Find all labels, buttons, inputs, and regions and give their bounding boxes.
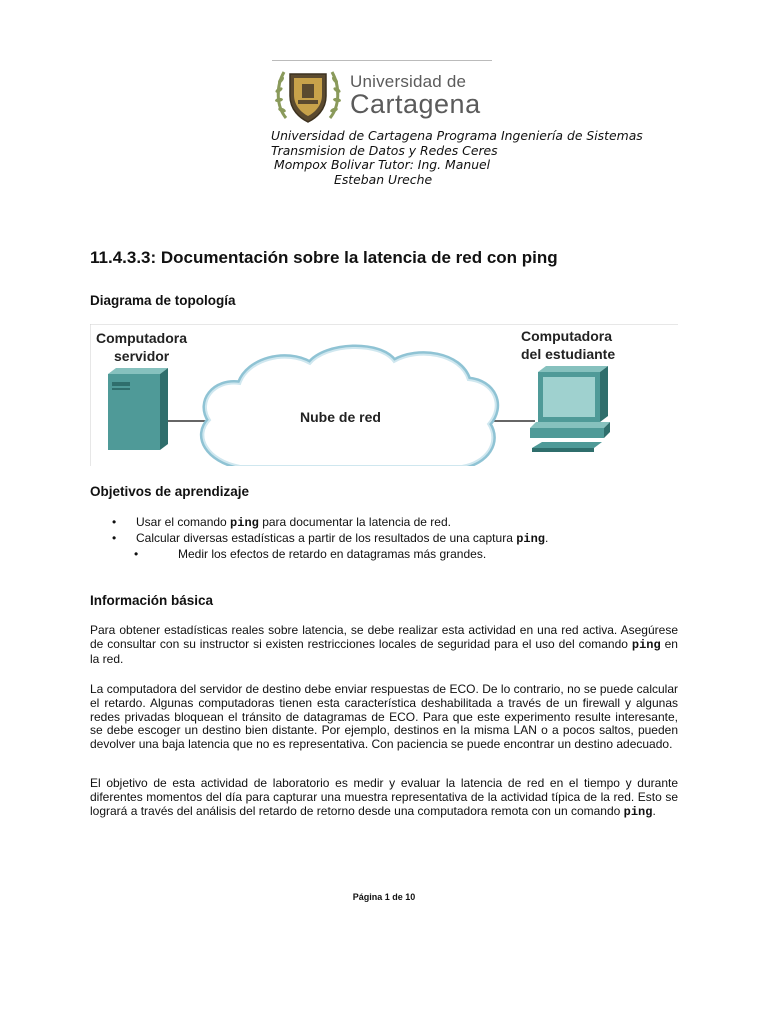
server-label-line1: Computadora xyxy=(96,330,187,346)
university-crest-icon xyxy=(272,62,344,128)
ping-command: ping xyxy=(623,804,653,819)
objective-text: . xyxy=(545,531,549,545)
info-heading: Información básica xyxy=(90,593,214,608)
page-footer: Página 1 de 10 xyxy=(352,892,416,902)
objective-text: Usar el comando xyxy=(136,515,231,529)
objectives-heading: Objetivos de aprendizaje xyxy=(90,484,250,499)
student-label-line2: del estudiante xyxy=(521,346,616,362)
ping-command: ping xyxy=(516,532,546,546)
header-line-tutor: Mompox Bolivar Tutor: Ing. Manuel xyxy=(274,157,491,173)
topology-diagram-svg xyxy=(90,324,678,466)
bullet-icon: • xyxy=(134,547,139,561)
cloud-label: Nube de red xyxy=(300,409,381,425)
ping-command: ping xyxy=(230,516,259,530)
server-icon xyxy=(108,368,168,450)
university-logo xyxy=(272,60,492,129)
paragraph-text: en la red. xyxy=(90,636,678,666)
objective-item xyxy=(112,515,548,531)
topology-diagram xyxy=(90,324,678,471)
objectives-list xyxy=(112,515,548,562)
network-cloud-icon xyxy=(203,348,495,466)
info-paragraph-2: La computadora del servidor de destino debe enviar respuestas de ECO. De lo contrario, no se puede calcular el retardo. Algunas computadoras tienen esta característica deshabilitada a través de un firewall y algunas redes privadas bloquean el tránsito de datagramas de ECO. Para que este experimento resulte interesante, se debe escoger un destino bien distante. Por ejemplo, destinos en la misma LAN o a pocos saltos, pueden devolver una baja latencia que no es representativa. Con paciencia se puede encontrar un destino adecuado. xyxy=(90,682,678,752)
header-line-course: Transmision de Datos y Redes Ceres xyxy=(271,142,498,158)
document-title: 11.4.3.3: Documentación sobre la latencia de red con ping xyxy=(90,248,558,267)
topology-heading: Diagrama de topología xyxy=(90,293,236,308)
logo-text-line2: Cartagena xyxy=(350,88,481,119)
objective-subitem-text: Medir los efectos de retardo en datagramas más grandes. xyxy=(178,547,487,561)
paragraph-text: . xyxy=(652,803,656,818)
objective-subitem xyxy=(112,547,548,562)
student-computer-icon xyxy=(530,366,610,452)
bullet-icon: • xyxy=(112,515,117,529)
header-line-university: Universidad de Cartagena Programa Ingeniería de Sistemas xyxy=(271,128,643,143)
bullet-icon: • xyxy=(112,531,117,545)
info-paragraph-3 xyxy=(90,777,678,819)
student-label-line1: Computadora xyxy=(521,328,612,344)
logo-text-line1: Universidad de xyxy=(350,71,467,91)
paragraph-text: Para obtener estadísticas reales sobre latencia, se debe realizar esta actividad en una red activa. Asegúrese de consultar con su instructor si existen restricciones locales de seguridad para el uso del comando xyxy=(90,623,678,651)
ping-command: ping xyxy=(631,637,661,652)
header-line-tutor-name: Esteban Ureche xyxy=(334,171,433,187)
objective-text: para documentar la latencia de red. xyxy=(258,515,451,529)
objective-text: Calcular diversas estadísticas a partir de los resultados de una captura xyxy=(136,531,517,545)
server-label-line2: servidor xyxy=(114,348,170,364)
objective-item xyxy=(112,531,548,547)
paragraph-text: El objetivo de esta actividad de laboratorio es medir y evaluar la latencia de red en el tiempo y durante diferentes momentos del día para capturar una muestra representativa de la actividad típica de la red. Esto se logrará a través del análisis del retardo de retorno desde una computadora remota con un comando xyxy=(90,776,678,818)
info-paragraph-1 xyxy=(90,624,678,666)
header-info xyxy=(271,129,671,187)
